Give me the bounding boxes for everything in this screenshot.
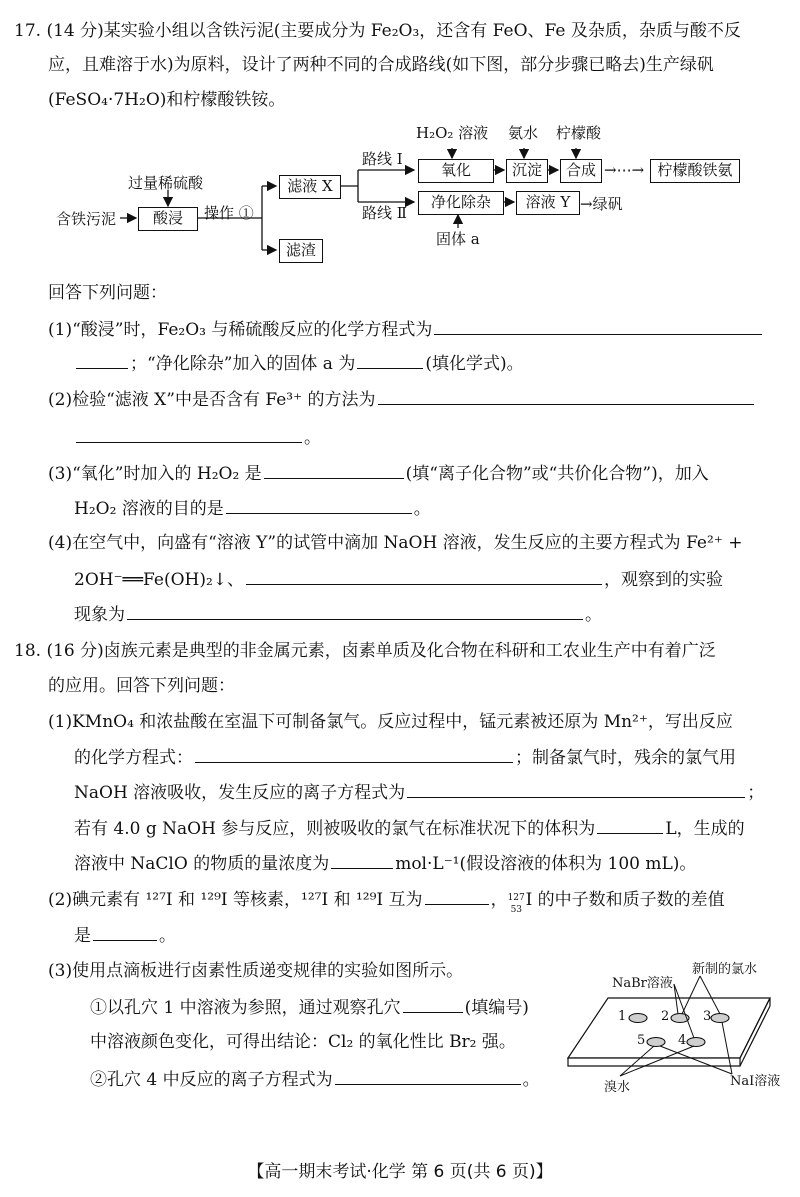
label-bromine-water: 溴水	[604, 1080, 631, 1095]
label-nh3: 氨水	[508, 124, 539, 142]
q17-line-3: (FeSO₄·7H₂O)和柠檬酸铁铵。	[48, 90, 286, 110]
answer-blank[interactable]	[407, 781, 745, 798]
q18-part2-text-d: 是	[74, 926, 91, 946]
q18-part1-text-d: NaOH 溶液吸收，发生反应的离子方程式为	[74, 783, 406, 803]
q17-part3-end: 。	[413, 499, 431, 519]
q17-part4-end: 。	[585, 605, 602, 625]
q18-part1-text-h: 溶液中 NaClO 的物质的量浓度为	[74, 854, 330, 874]
q18-part2-b	[74, 924, 176, 947]
q17-part3-text-c: H₂O₂ 溶液的目的是	[74, 499, 224, 519]
q18-part1-c	[74, 781, 764, 804]
q18-part3-text-c: (填编号)	[464, 998, 529, 1018]
q18-part1-b	[74, 746, 736, 769]
flow-diagram	[0, 118, 800, 268]
answer-blank[interactable]	[434, 318, 762, 335]
answer-blank[interactable]	[425, 888, 489, 905]
q18-part2-text: (2)碘元素有 ¹²⁷I 和 ¹²⁹I 等核素，¹²⁷I 和 ¹²⁹I 互为	[48, 890, 423, 910]
label-acid: 过量稀硫酸	[128, 174, 204, 192]
box-leach: 酸浸	[138, 207, 198, 231]
answer-blank[interactable]	[331, 852, 393, 869]
q18-part1-a: (1)KMnO₄ 和浓盐酸在室温下可制备氯气。反应过程中，锰元素被还原为 Mn²⁺，写出反应	[48, 712, 733, 732]
answer-blank[interactable]	[127, 603, 583, 620]
well-number-5: 5	[637, 1033, 646, 1048]
page-footer: 【高一期末考试·化学 第 6 页(共 6 页)】	[247, 1162, 553, 1182]
label-nai: NaI溶液	[730, 1074, 781, 1089]
q17-part1-text-c: (填化学式)。	[425, 354, 524, 374]
q17-part1-text-b: ；“净化除杂”加入的固体 a 为	[130, 354, 356, 374]
q18-part3-text-b: ①以孔穴 1 中溶液为参照，通过观察孔穴	[90, 998, 401, 1018]
q18-part1-text-f: 若有 4.0 g NaOH 参与反应，则被吸收的氯气在标准状况下的体积为	[74, 819, 596, 839]
q17-answer-intro: 回答下列问题：	[48, 283, 167, 303]
well-5	[647, 1038, 665, 1047]
label-vitriol: →绿矾	[580, 195, 623, 213]
label-route1: 路线 Ⅰ	[362, 150, 403, 168]
q18-part3-c: 中溶液颜色变化，可得出结论：Cl₂ 的氧化性比 Br₂ 强。	[90, 1032, 516, 1052]
well-3	[711, 1014, 729, 1023]
q18-part3-d	[90, 1068, 540, 1091]
q17-part1-text: (1)“酸浸”时，Fe₂O₃ 与稀硫酸反应的化学方程式为	[48, 320, 433, 340]
box-filtrate-x: 滤液 X	[279, 175, 341, 199]
answer-blank[interactable]	[597, 817, 663, 834]
q18-part2-comma: ，	[490, 890, 508, 910]
q17-part3-text-b: (填“离子化合物”或“共价化合物”)，加入	[405, 464, 709, 484]
answer-blank[interactable]	[195, 746, 513, 763]
answer-blank[interactable]	[357, 352, 423, 369]
answer-blank[interactable]	[335, 1068, 521, 1085]
q17-part4-text-b: 2OH⁻══Fe(OH)₂↓、	[74, 570, 245, 590]
answer-blank[interactable]	[76, 352, 128, 369]
q18-part2-a	[48, 888, 725, 915]
q18-part1-text-b: 的化学方程式：	[74, 748, 193, 768]
answer-blank[interactable]	[403, 996, 463, 1013]
q17-part1-a	[48, 318, 764, 341]
iodine-nuclide-notation: 127 53	[507, 892, 525, 915]
q17-part1-b	[74, 352, 524, 375]
box-purify: 净化除杂	[418, 191, 504, 215]
q17-part4-text-d: 现象为	[74, 605, 125, 625]
q18-part1-text-e: ；	[747, 783, 765, 803]
label-chlorine-water: 新制的氯水	[692, 962, 758, 977]
q18-part3-text-e: ②孔穴 4 中反应的离子方程式为	[90, 1070, 333, 1090]
q18-part1-d	[74, 817, 745, 840]
q18-part3-b	[90, 996, 529, 1019]
flow-arrows	[0, 118, 800, 268]
label-citric: 柠檬酸	[556, 124, 602, 142]
spot-plate-figure	[560, 958, 790, 1098]
answer-blank[interactable]	[264, 462, 404, 479]
well-number-3: 3	[703, 1009, 712, 1024]
q18-part2-text-c: I 的中子数和质子数的差值	[525, 890, 725, 910]
well-number-1: 1	[618, 1009, 627, 1024]
box-product: 柠檬酸铁氨	[650, 159, 740, 183]
q18-part1-text-i: mol·L⁻¹(假设溶液的体积为 100 mL)。	[395, 854, 697, 874]
label-dots: →⋯→	[604, 161, 645, 179]
q17-part2-a	[48, 388, 756, 411]
box-filtrate-y: 溶液 Y	[516, 191, 580, 215]
q18-part2-end: 。	[159, 926, 176, 946]
box-residue: 滤渣	[279, 239, 323, 263]
q17-part2-end: 。	[304, 428, 321, 448]
answer-blank[interactable]	[226, 497, 412, 514]
label-h2o2: H₂O₂ 溶液	[416, 124, 489, 142]
q18-part1-e	[74, 852, 696, 875]
answer-blank[interactable]	[76, 426, 302, 443]
q18-line-2: 的应用。回答下列问题：	[48, 676, 235, 696]
q17-part3-text: (3)“氧化”时加入的 H₂O₂ 是	[48, 464, 262, 484]
q17-part3-a	[48, 462, 709, 485]
well-number-2: 2	[661, 1009, 670, 1024]
well-1	[629, 1014, 647, 1023]
label-solid-a: 固体 a	[436, 230, 480, 248]
q17-part3-b	[74, 497, 431, 520]
box-synth: 合成	[560, 159, 602, 183]
q18-line-1: 18. (16 分)卤族元素是典型的非金属元素，卤素单质及化合物在科研和工农业生产中有着广泛	[14, 641, 716, 661]
box-oxidize: 氧化	[418, 159, 494, 183]
q17-part2-text: (2)检验“滤液 X”中是否含有 Fe³⁺ 的方法为	[48, 390, 376, 410]
well-4	[687, 1038, 705, 1047]
q17-part4-b	[74, 568, 723, 591]
q17-line-2: 应，且难溶于水)为原料，设计了两种不同的合成路线(如下图，部分步骤已略去)生产绿矾	[48, 55, 714, 75]
q17-part4-c	[74, 603, 602, 626]
q18-part3-end: 。	[522, 1070, 540, 1090]
q18-part1-text-c: ；制备氯气时，残余的氯气用	[515, 748, 736, 768]
answer-blank[interactable]	[378, 388, 754, 405]
answer-blank[interactable]	[93, 924, 157, 941]
label-op1: 操作 ①	[204, 204, 254, 222]
q17-part4-text-c: ，观察到的实验	[604, 570, 724, 590]
label-route2: 路线 Ⅱ	[362, 204, 407, 222]
q17-line-1: 17. (14 分)某实验小组以含铁污泥(主要成分为 Fe₂O₃，还含有 FeO、Fe 及杂质，杂质与酸不反	[14, 21, 741, 41]
q18-part3-a: (3)使用点滴板进行卤素性质递变规律的实验如图所示。	[48, 961, 464, 981]
well-number-4: 4	[678, 1033, 687, 1048]
label-nabr: NaBr溶液	[612, 976, 673, 991]
answer-blank[interactable]	[246, 568, 602, 585]
q18-part1-text-g: L，生成的	[665, 819, 745, 839]
box-precip: 沉淀	[506, 159, 548, 183]
q17-part4-a: (4)在空气中，向盛有“溶液 Y”的试管中滴加 NaOH 溶液，发生反应的主要方程式为 Fe²⁺ +	[48, 533, 743, 553]
label-mud: 含铁污泥	[56, 210, 117, 228]
q17-part2-b	[74, 426, 321, 449]
